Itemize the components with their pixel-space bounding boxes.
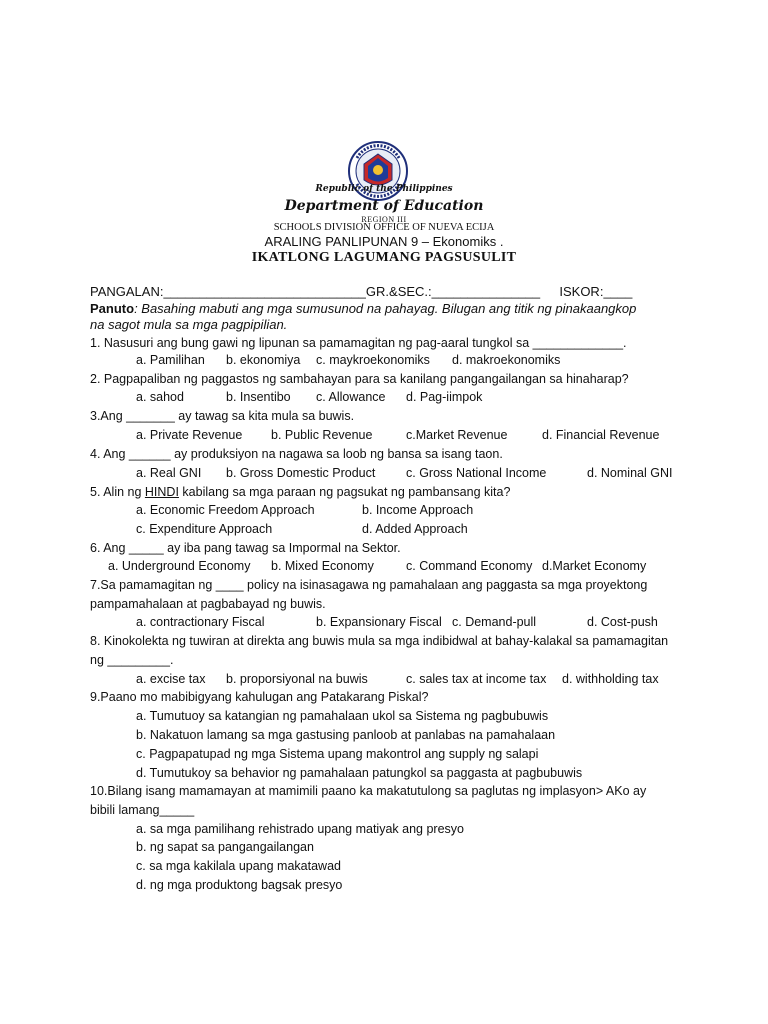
q10-choice-b[interactable]: b. ng sapat sa pangangailangan xyxy=(136,840,314,854)
exam-title: IKATLONG LAGUMANG PAGSUSULIT xyxy=(251,250,517,265)
question-7-line-1: 7.Sa pamamagitan ng ____ policy na isinasagawa ng pamahalaan ang paggasta sa mga proyektong xyxy=(90,578,648,592)
q2-choice-b[interactable]: b. Insentibo xyxy=(226,390,291,404)
region-label: REGION III xyxy=(361,215,407,224)
q4-choice-c[interactable]: c. Gross National Income xyxy=(406,466,547,480)
name-blank: ____________________________ xyxy=(163,284,366,299)
question-8-line-1: 8. Kinokolekta ng tuwiran at direkta ang buwis mula sa mga indibidwal at bahay-kalakal sa pamamagitan xyxy=(90,634,669,648)
q2-choice-a[interactable]: a. sahod xyxy=(136,390,184,404)
question-8-line-2: ng _________. xyxy=(90,653,174,667)
q3-choice-a[interactable]: a. Private Revenue xyxy=(136,428,243,442)
question-9: 9.Paano mo mabibigyang kahulugan ang Patakarang Piskal? xyxy=(90,690,429,704)
grsec-blank: _______________ xyxy=(431,284,541,299)
q10-choice-c[interactable]: c. sa mga kakilala upang makatawad xyxy=(136,859,341,873)
q1-choice-c[interactable]: c. maykroekonomiks xyxy=(316,353,430,367)
q5-text-suffix: kabilang sa mga paraan ng pagsukat ng pambansang kita? xyxy=(178,485,511,499)
question-1: 1. Nasusuri ang bung gawi ng lipunan sa pamamagitan ng pag-aaral tungkol sa _____________. xyxy=(90,336,627,350)
question-3: 3.Ang _______ ay tawag sa kita mula sa buwis. xyxy=(90,409,355,423)
q1-choice-b[interactable]: b. ekonomiya xyxy=(226,353,301,367)
q5-emphasis: HINDI xyxy=(144,485,179,499)
question-7-line-2: pampamahalaan at pagbabayad ng buwis. xyxy=(90,597,326,611)
score-blank: ____ xyxy=(603,284,633,299)
q7-choice-b[interactable]: b. Expansionary Fiscal xyxy=(316,615,442,629)
q6-choice-a[interactable]: a. Underground Economy xyxy=(108,559,251,573)
subject-label: ARALING PANLIPUNAN 9 – Ekonomiks . xyxy=(264,234,504,249)
q2-choice-d[interactable]: d. Pag-iimpok xyxy=(406,390,483,404)
q8-choice-d[interactable]: d. withholding tax xyxy=(562,672,659,686)
q4-choice-a[interactable]: a. Real GNI xyxy=(136,466,202,480)
question-4: 4. Ang ______ ay produksiyon na nagawa sa loob ng bansa sa isang taon. xyxy=(90,447,503,461)
q10-choice-a[interactable]: a. sa mga pamilihang rehistrado upang matiyak ang presyo xyxy=(136,822,464,836)
q1-choice-a[interactable]: a. Pamilihan xyxy=(136,353,205,367)
question-10-line-1: 10.Bilang isang mamamayan at mamimili paano ka makatutulong sa paglutas ng implasyon> AKo ay xyxy=(90,784,647,798)
q5-choice-c[interactable]: c. Expenditure Approach xyxy=(136,522,273,536)
q5-choice-d[interactable]: d. Added Approach xyxy=(362,522,468,536)
q5-text-prefix: 5. Alin ng xyxy=(90,485,145,499)
grsec-label: GR.&SEC.: xyxy=(365,284,432,299)
score-label: ISKOR: xyxy=(559,284,604,299)
q8-choice-b[interactable]: b. proporsiyonal na buwis xyxy=(226,672,368,686)
division-label: SCHOOLS DIVISION OFFICE OF NUEVA ECIJA xyxy=(273,222,495,233)
info-line xyxy=(90,284,632,299)
q7-choice-d[interactable]: d. Cost-push xyxy=(587,615,658,629)
department-label: Department of Education xyxy=(284,198,484,214)
q6-choice-b[interactable]: b. Mixed Economy xyxy=(271,559,374,573)
q1-choice-d[interactable]: d. makroekonomiks xyxy=(452,353,561,367)
q3-choice-c[interactable]: c.Market Revenue xyxy=(406,428,508,442)
q7-choice-c[interactable]: c. Demand-pull xyxy=(452,615,537,629)
q7-choice-a[interactable]: a. contractionary Fiscal xyxy=(136,615,265,629)
q9-choice-b[interactable]: b. Nakatuon lamang sa mga gastusing panloob at panlabas na pamahalaan xyxy=(136,728,556,742)
q6-choice-d[interactable]: d.Market Economy xyxy=(542,559,647,573)
q8-choice-a[interactable]: a. excise tax xyxy=(136,672,206,686)
q5-choice-b[interactable]: b. Income Approach xyxy=(362,503,474,517)
instructions-text-1: : Basahing mabuti ang mga sumusunod na pahayag. Bilugan ang titik ng pinakaangkop xyxy=(134,301,637,316)
instructions-label: Panuto xyxy=(90,301,135,316)
q6-choice-c[interactable]: c. Command Economy xyxy=(406,559,533,573)
q8-choice-c[interactable]: c. sales tax at income tax xyxy=(406,672,547,686)
q3-choice-b[interactable]: b. Public Revenue xyxy=(271,428,373,442)
q4-choice-b[interactable]: b. Gross Domestic Product xyxy=(226,466,376,480)
q10-choice-d[interactable]: d. ng mga produktong bagsak presyo xyxy=(136,878,343,892)
q2-choice-c[interactable]: c. Allowance xyxy=(316,390,386,404)
q9-choice-c[interactable]: c. Pagpapatupad ng mga Sistema upang makontrol ang supply ng salapi xyxy=(136,747,539,761)
q3-choice-d[interactable]: d. Financial Revenue xyxy=(542,428,660,442)
q4-choice-d[interactable]: d. Nominal GNI xyxy=(587,466,673,480)
instructions-line-2: na sagot mula sa mga pagpipilian. xyxy=(90,317,288,332)
republic-label: Republic of the Philippines xyxy=(315,184,453,194)
q5-choice-a[interactable]: a. Economic Freedom Approach xyxy=(136,503,315,517)
question-2: 2. Pagpapaliban ng paggastos ng sambahayan para sa kanilang pangangailangan sa hinaharap? xyxy=(90,372,629,386)
question-6: 6. Ang _____ ay iba pang tawag sa Impormal na Sektor. xyxy=(90,541,401,555)
question-10-line-2: bibili lamang_____ xyxy=(90,803,195,817)
q9-choice-a[interactable]: a. Tumutuoy sa katangian ng pamahalaan ukol sa Sistema ng pagbubuwis xyxy=(136,709,549,723)
instructions-line-1 xyxy=(90,301,636,316)
q9-choice-d[interactable]: d. Tumutukoy sa behavior ng pamahalaan patungkol sa paggasta at pagbubuwis xyxy=(136,766,583,780)
question-5 xyxy=(90,485,510,499)
name-label: PANGALAN: xyxy=(90,284,164,299)
